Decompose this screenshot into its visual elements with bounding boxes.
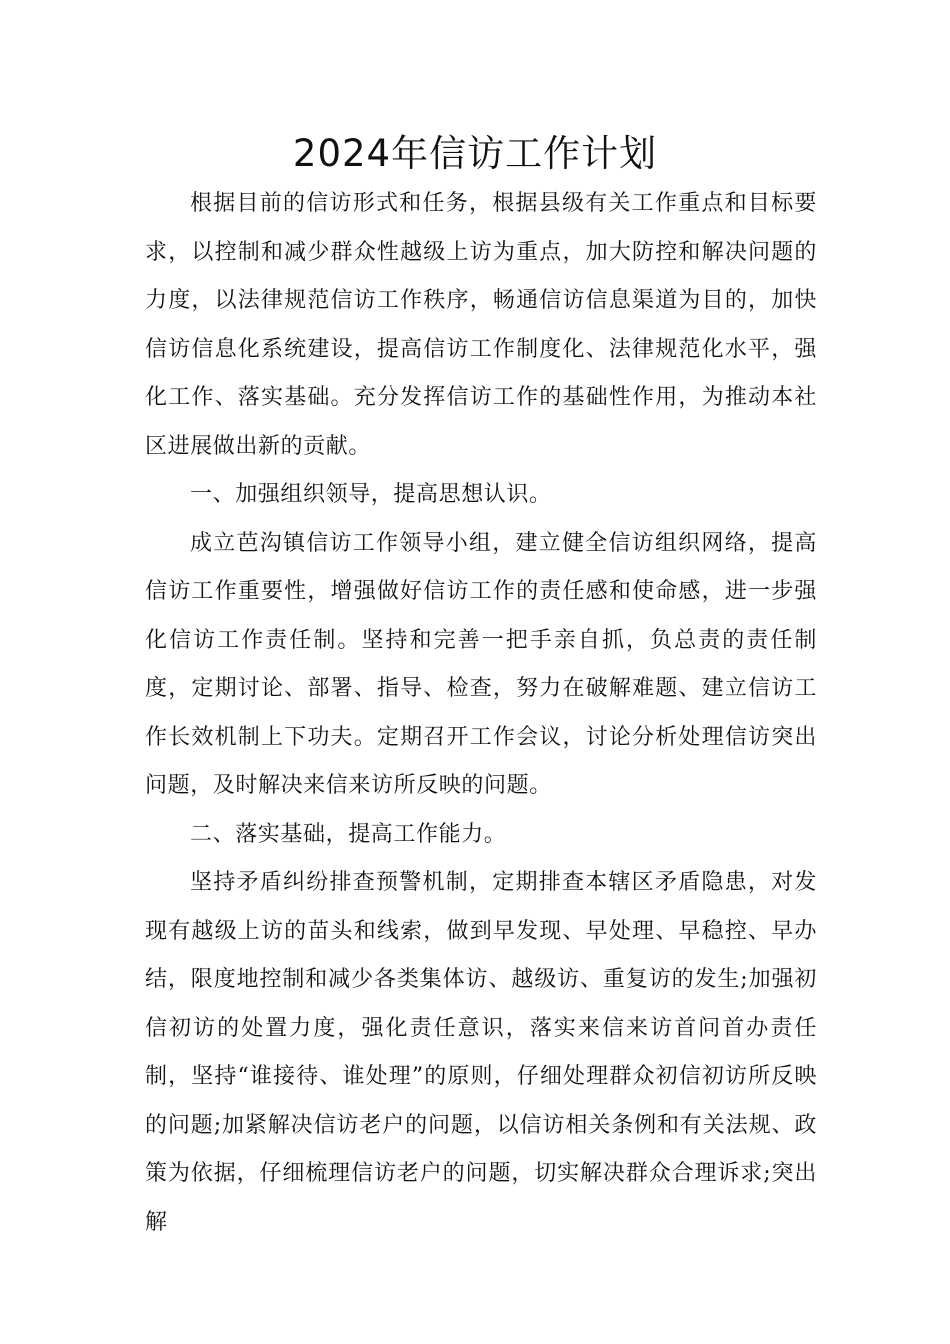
paragraph-section-1: 成立芭沟镇信访工作领导小组，建立健全信访组织网络，提高信访工作重要性，增强做好信访工作的责任感和使命感，进一步强化信访工作责任制。坚持和完善一把手亲自抓，负总责的责任制度，定期讨论、部署、指导、检查，努力在破解难题、建立信访工作长效机制上下功夫。定期召开工作会议，讨论分析处理信访突出问题，及时解决来信来访所反映的问题。: [145, 530, 817, 798]
document-title: 2024年信访工作计划: [292, 132, 658, 175]
section-heading-1: 一、加强组织领导，提高思想认识。: [190, 482, 552, 507]
paragraph-intro: 根据目前的信访形式和任务，根据县级有关工作重点和目标要求，以控制和减少群众性越级上访为重点，加大防控和解决问题的力度，以法律规范信访工作秩序，畅通信访信息渠道为目的，加快信访信息化系统建设，提高信访工作制度化、法律规范化水平，强化工作、落实基础。充分发挥信访工作的基础性作用，为推动本社区进展做出新的贡献。: [145, 191, 817, 459]
section-heading-2: 二、落实基础，提高工作能力。: [190, 821, 507, 847]
paragraph-section-2: 坚持矛盾纠纷排查预警机制，定期排查本辖区矛盾隐患，对发现有越级上访的苗头和线索，做到早发现、早处理、早稳控、早办结，限度地控制和减少各类集体访、越级访、重复访的发生;加强初信初访的处置力度，强化责任意识，落实来信来访首问首办责任制，坚持“谁接待、谁处理”的原则，仔细处理群众初信初访所反映的问题;加紧解决信访老户的问题，以信访相关条例和有关法规、政策为依据，仔细梳理信访老户的问题，切实解决群众合理诉求;突出解: [145, 870, 817, 1235]
document-body: [145, 180, 817, 1247]
